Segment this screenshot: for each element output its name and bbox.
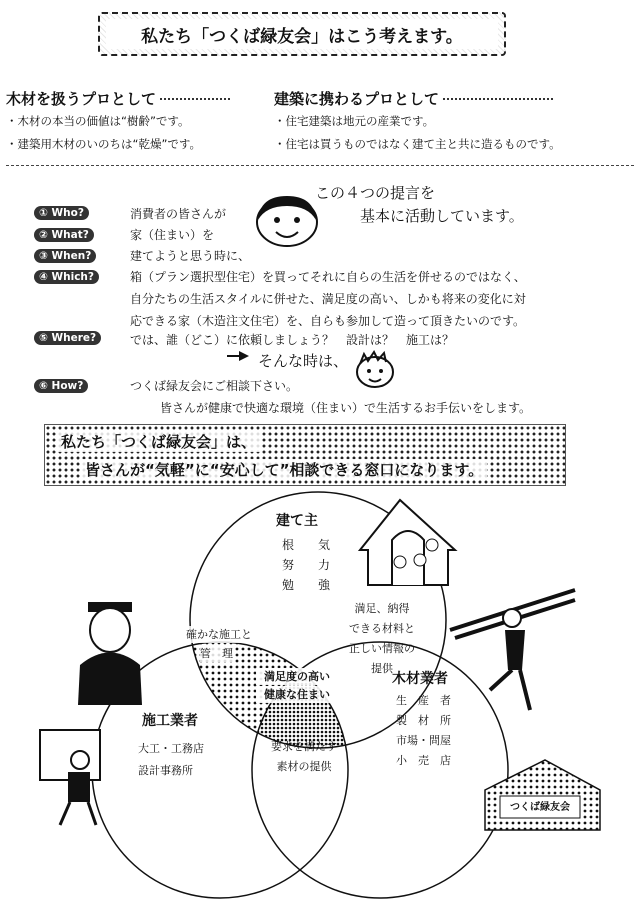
timber-carrier-illustration xyxy=(450,590,575,710)
item-who-text: 消費者の皆さんが xyxy=(130,207,227,221)
banner-line-1: 私たち「つくば緑友会」は、 xyxy=(57,431,260,452)
item-when-text: 建てようと思う時に、 xyxy=(130,249,251,263)
timber-title: 木材業者 xyxy=(392,671,448,687)
pointing-hand-icon xyxy=(225,345,251,367)
left-bullet-1: ・木材の本当の価値は“樹齢”です。 xyxy=(6,114,190,128)
owner-trait-1: 根 気 xyxy=(282,538,337,552)
item-which-text: 箱（プラン選択型住宅）を買ってそれに自らの生活を併せるのではなく、 xyxy=(130,270,526,284)
builder-title: 施工業者 xyxy=(142,713,198,729)
label-who: ① Who? xyxy=(34,206,89,220)
item-which-cont2: 応できる家（木造注文住宅）を、自らも参加して造って頂きたいのです。 xyxy=(130,314,526,328)
right-bullet-2: ・住宅は買うものではなく建て主と共に造るものです。 xyxy=(274,137,561,151)
owner-trait-3: 勉 強 xyxy=(282,578,337,592)
timber-member-4: 小 売 店 xyxy=(396,754,451,767)
right-bullet-1: ・住宅建築は地元の産業です。 xyxy=(274,114,435,128)
drafter-illustration xyxy=(40,730,100,825)
builder-man-illustration xyxy=(78,602,142,705)
center-text-1: 満足度の高い xyxy=(256,668,338,685)
label-what: ② What? xyxy=(34,228,94,242)
house-sign-text: つくば緑友会 xyxy=(510,802,570,813)
proposal-heading-2: 基本に活動しています。 xyxy=(360,207,524,225)
left-section-heading xyxy=(6,88,230,109)
owner-title: 建て主 xyxy=(276,513,318,529)
family-house-illustration xyxy=(360,500,455,585)
item-which-cont1: 自分たちの生活スタイルに併せた、満足度の高い、しかも将来の変化に対 xyxy=(130,292,526,306)
timber-member-2: 製 材 所 xyxy=(396,714,451,727)
label-how: ⑥ How? xyxy=(34,379,88,393)
boy-face-illustration xyxy=(350,348,400,392)
overlap-owner-builder-text-2: 管 理 xyxy=(200,647,233,660)
center-text-2: 健康な住まい xyxy=(256,686,338,703)
title-box xyxy=(98,12,506,56)
right-heading-text: 建築に携わるプロとして xyxy=(274,90,440,108)
overlap-builder-timber-text-1: 要求を満たす xyxy=(271,740,337,753)
item-what-text: 家（住まい）を xyxy=(130,228,215,242)
dotted-rule xyxy=(160,98,230,100)
left-bullet-2: ・建築用木材のいのちは“乾燥”です。 xyxy=(6,137,201,151)
timber-member-3: 市場・問屋 xyxy=(396,734,451,747)
overlap-owner-timber-text-4: 提供 xyxy=(371,662,393,675)
item-where-text: では、誰（どこ）に依頼しましょう？ 設計は？ 施工は？ xyxy=(130,333,455,347)
item-how-text: つくば緑友会にご相談下さい。 xyxy=(130,379,299,393)
banner-line-2: 皆さんが“気軽”に“安心して”相談できる窓口になります。 xyxy=(81,459,487,480)
page-title: 私たち「つくば緑友会」はこう考えます。 xyxy=(106,19,498,49)
timber-member-1: 生 産 者 xyxy=(396,694,451,707)
builder-member-1: 大工・工務店 xyxy=(138,742,204,755)
overlap-owner-timber-text-2: できる材料と xyxy=(349,622,415,635)
banner xyxy=(44,424,566,486)
overlap-owner-builder-text-1: 確かな施工と xyxy=(186,628,252,641)
proposal-heading-1: この４つの提言を xyxy=(315,184,436,202)
left-heading-text: 木材を扱うプロとして xyxy=(6,90,157,108)
builder-member-2: 設計事務所 xyxy=(138,764,193,777)
right-section-heading xyxy=(274,88,553,109)
sonna-text: そんな時は、 xyxy=(258,352,349,370)
owner-trait-2: 努 力 xyxy=(282,558,337,572)
overlap-owner-timber-text-1: 満足、納得 xyxy=(354,602,410,615)
label-which: ④ Which? xyxy=(34,270,99,284)
ryokuyukai-house-illustration xyxy=(485,760,600,830)
overlap-builder-timber-text-2: 素材の提供 xyxy=(276,760,332,773)
smiling-face-illustration xyxy=(250,190,324,250)
section-divider xyxy=(6,165,634,166)
dotted-rule xyxy=(443,98,553,100)
item-how-text2: 皆さんが健康で快適な環境（住まい）で生活するお手伝いをします。 xyxy=(160,401,532,415)
overlap-owner-timber-text-3: 正しい情報の xyxy=(349,642,415,655)
label-where: ⑤ Where? xyxy=(34,331,101,345)
label-when: ③ When? xyxy=(34,249,96,263)
